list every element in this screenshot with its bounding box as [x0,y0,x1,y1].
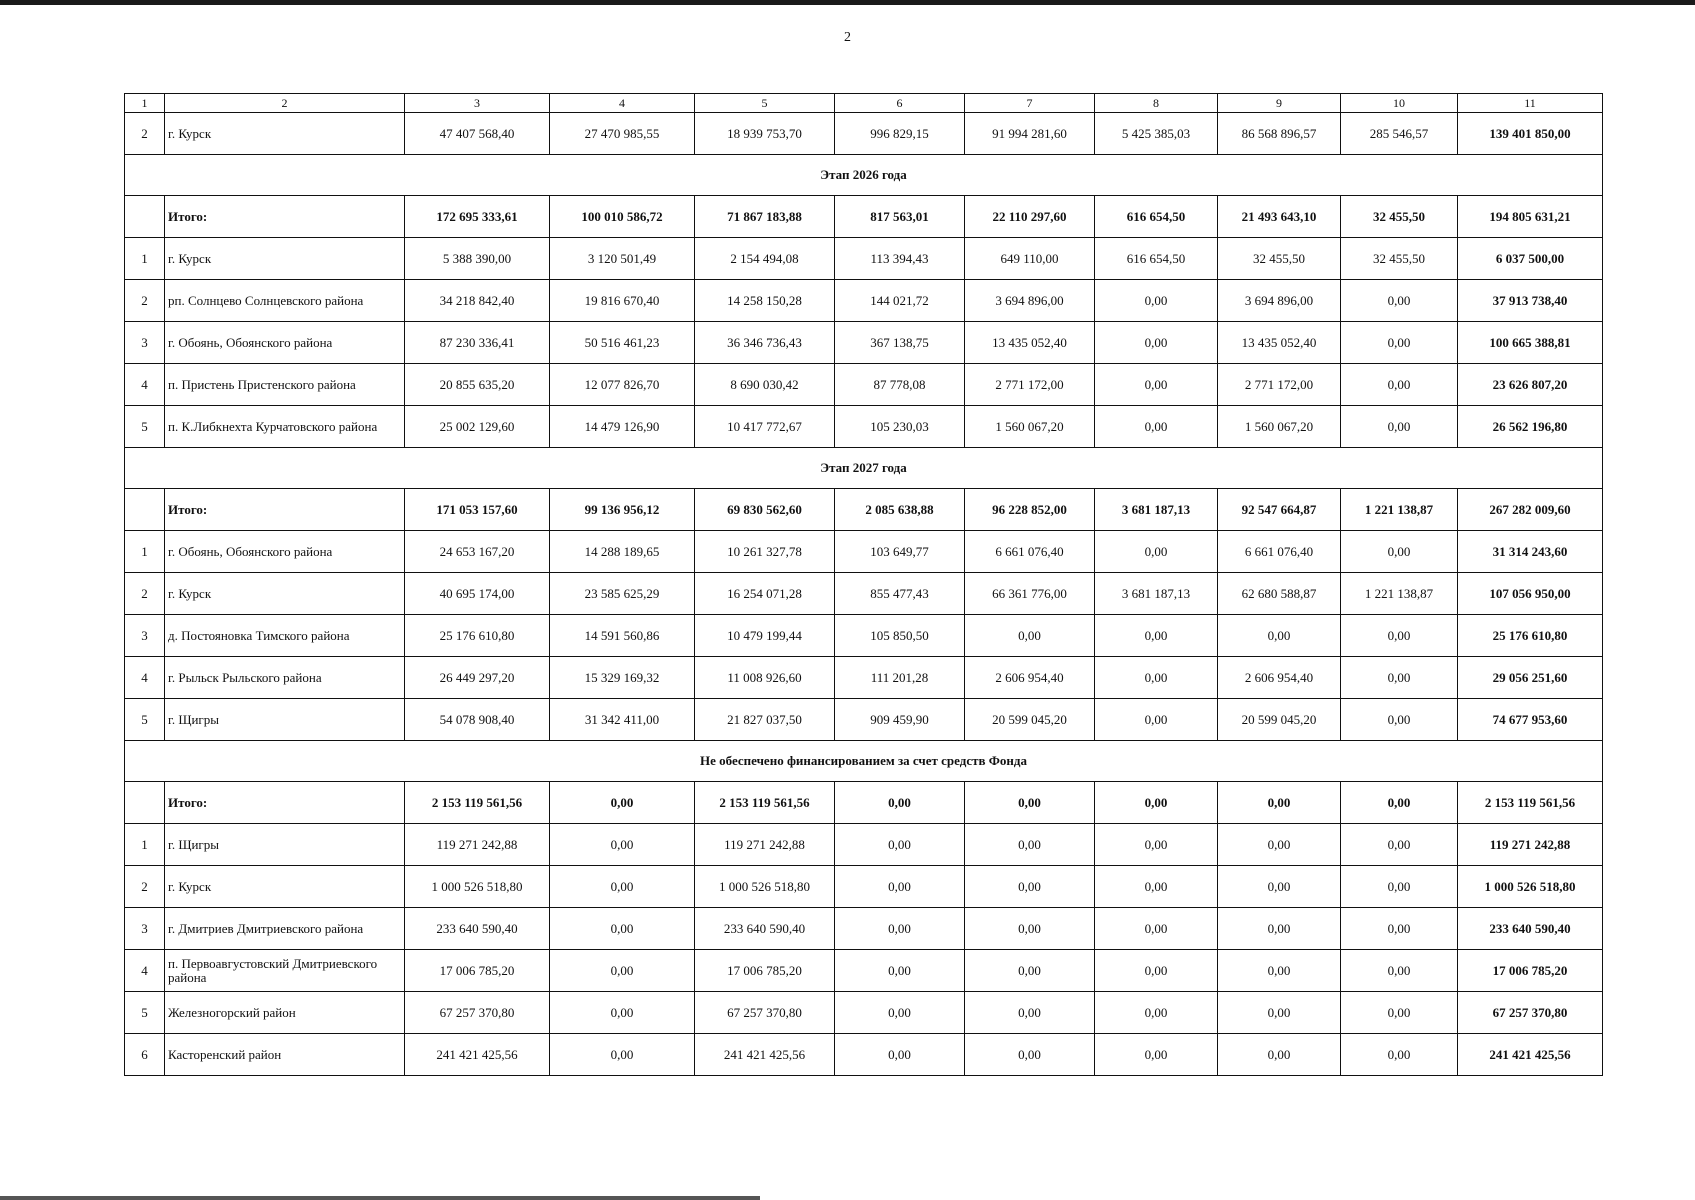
total-cell: 616 654,50 [1095,196,1218,238]
value-cell: 20 855 635,20 [405,364,550,406]
value-cell: 86 568 896,57 [1218,113,1341,155]
stage-header-row [125,741,1603,782]
row-number: 3 [125,615,165,657]
value-cell: 0,00 [965,908,1095,950]
value-cell: 0,00 [1341,531,1458,573]
total-cell: 99 136 956,12 [550,489,695,531]
table-row [125,1034,1603,1076]
value-cell: 0,00 [965,824,1095,866]
total-cell: 267 282 009,60 [1458,489,1603,531]
total-row [125,196,1603,238]
table-row [125,364,1603,406]
row-number: 4 [125,950,165,992]
settlement-name: г. Обоянь, Обоянского района [165,322,405,364]
value-cell: 0,00 [550,866,695,908]
column-number: 4 [550,94,695,113]
value-cell: 241 421 425,56 [1458,1034,1603,1076]
column-number: 9 [1218,94,1341,113]
value-cell: 0,00 [835,866,965,908]
value-cell: 2 606 954,40 [1218,657,1341,699]
value-cell: 91 994 281,60 [965,113,1095,155]
value-cell: 111 201,28 [835,657,965,699]
value-cell: 139 401 850,00 [1458,113,1603,155]
total-row [125,782,1603,824]
settlement-name: г. Курск [165,113,405,155]
settlement-name: г. Щигры [165,824,405,866]
value-cell: 14 258 150,28 [695,280,835,322]
total-cell: 0,00 [1095,782,1218,824]
value-cell: 0,00 [1341,992,1458,1034]
value-cell: 29 056 251,60 [1458,657,1603,699]
settlement-name: г. Курск [165,866,405,908]
scan-edge-top [0,0,1695,5]
row-number: 2 [125,573,165,615]
row-number: 3 [125,908,165,950]
value-cell: 10 261 327,78 [695,531,835,573]
table-row [125,573,1603,615]
value-cell: 0,00 [1095,322,1218,364]
value-cell: 0,00 [1341,657,1458,699]
total-cell: 71 867 183,88 [695,196,835,238]
value-cell: 6 037 500,00 [1458,238,1603,280]
value-cell: 0,00 [1218,615,1341,657]
value-cell: 616 654,50 [1095,238,1218,280]
value-cell: 909 459,90 [835,699,965,741]
value-cell: 0,00 [1095,364,1218,406]
value-cell: 1 221 138,87 [1341,573,1458,615]
row-number: 4 [125,364,165,406]
value-cell: 10 417 772,67 [695,406,835,448]
value-cell: 14 479 126,90 [550,406,695,448]
value-cell: 67 257 370,80 [695,992,835,1034]
total-cell: 0,00 [965,782,1095,824]
value-cell: 14 288 189,65 [550,531,695,573]
value-cell: 0,00 [1218,824,1341,866]
row-number: 5 [125,406,165,448]
total-cell: 22 110 297,60 [965,196,1095,238]
total-cell: 92 547 664,87 [1218,489,1341,531]
value-cell: 31 314 243,60 [1458,531,1603,573]
value-cell: 67 257 370,80 [1458,992,1603,1034]
value-cell: 34 218 842,40 [405,280,550,322]
total-cell: 0,00 [1218,782,1341,824]
value-cell: 23 585 625,29 [550,573,695,615]
value-cell: 15 329 169,32 [550,657,695,699]
value-cell: 11 008 926,60 [695,657,835,699]
table-row [125,113,1603,155]
value-cell: 2 606 954,40 [965,657,1095,699]
row-number: 1 [125,238,165,280]
value-cell: 66 361 776,00 [965,573,1095,615]
total-cell: 2 153 119 561,56 [405,782,550,824]
row-number: 1 [125,824,165,866]
value-cell: 1 560 067,20 [965,406,1095,448]
row-number: 2 [125,113,165,155]
value-cell: 27 470 985,55 [550,113,695,155]
value-cell: 119 271 242,88 [1458,824,1603,866]
table-row [125,866,1603,908]
total-cell: 172 695 333,61 [405,196,550,238]
value-cell: 0,00 [965,992,1095,1034]
value-cell: 105 850,50 [835,615,965,657]
value-cell: 100 665 388,81 [1458,322,1603,364]
row-number: 5 [125,992,165,1034]
value-cell: 0,00 [965,615,1095,657]
table-row [125,531,1603,573]
page-number: 2 [844,30,851,45]
value-cell: 0,00 [1341,322,1458,364]
value-cell: 367 138,75 [835,322,965,364]
total-cell: 2 085 638,88 [835,489,965,531]
value-cell: 0,00 [1341,866,1458,908]
settlement-name: г. Обоянь, Обоянского района [165,531,405,573]
value-cell: 0,00 [1095,406,1218,448]
value-cell: 19 816 670,40 [550,280,695,322]
value-cell: 1 000 526 518,80 [1458,866,1603,908]
value-cell: 285 546,57 [1341,113,1458,155]
stage-title: Этап 2027 года [125,448,1603,489]
value-cell: 0,00 [1095,280,1218,322]
total-cell: 2 153 119 561,56 [695,782,835,824]
settlement-name: г. Щигры [165,699,405,741]
value-cell: 241 421 425,56 [405,1034,550,1076]
total-cell: 3 681 187,13 [1095,489,1218,531]
value-cell: 1 000 526 518,80 [695,866,835,908]
value-cell: 0,00 [550,1034,695,1076]
value-cell: 17 006 785,20 [695,950,835,992]
value-cell: 2 771 172,00 [1218,364,1341,406]
column-number: 8 [1095,94,1218,113]
value-cell: 36 346 736,43 [695,322,835,364]
value-cell: 1 000 526 518,80 [405,866,550,908]
table-row [125,406,1603,448]
value-cell: 0,00 [1341,699,1458,741]
value-cell: 0,00 [835,824,965,866]
value-cell: 0,00 [965,1034,1095,1076]
value-cell: 24 653 167,20 [405,531,550,573]
table-row [125,238,1603,280]
total-label: Итого: [165,782,405,824]
column-number: 10 [1341,94,1458,113]
stage-title: Не обеспечено финансированием за счет средств Фонда [125,741,1603,782]
value-cell: 0,00 [1341,406,1458,448]
value-cell: 31 342 411,00 [550,699,695,741]
value-cell: 23 626 807,20 [1458,364,1603,406]
stage-title: Этап 2026 года [125,155,1603,196]
table-row [125,908,1603,950]
settlement-name: п. К.Либкнехта Курчатовского района [165,406,405,448]
column-number: 2 [165,94,405,113]
value-cell: 105 230,03 [835,406,965,448]
value-cell: 996 829,15 [835,113,965,155]
value-cell: 0,00 [550,908,695,950]
total-cell: 1 221 138,87 [1341,489,1458,531]
value-cell: 0,00 [1341,615,1458,657]
value-cell: 26 449 297,20 [405,657,550,699]
total-cell: 194 805 631,21 [1458,196,1603,238]
value-cell: 0,00 [1341,950,1458,992]
value-cell: 0,00 [1218,1034,1341,1076]
value-cell: 0,00 [550,824,695,866]
value-cell: 25 002 129,60 [405,406,550,448]
value-cell: 32 455,50 [1218,238,1341,280]
total-cell: 0,00 [550,782,695,824]
value-cell: 119 271 242,88 [695,824,835,866]
value-cell: 0,00 [550,992,695,1034]
total-cell: 100 010 586,72 [550,196,695,238]
value-cell: 0,00 [1095,992,1218,1034]
column-number: 11 [1458,94,1603,113]
funding-table [124,93,1603,1076]
settlement-name: г. Курск [165,238,405,280]
row-number: 3 [125,322,165,364]
value-cell: 21 827 037,50 [695,699,835,741]
value-cell: 25 176 610,80 [1458,615,1603,657]
row-number: 2 [125,280,165,322]
value-cell: 2 154 494,08 [695,238,835,280]
settlement-name: г. Дмитриев Дмитриевского района [165,908,405,950]
value-cell: 103 649,77 [835,531,965,573]
settlement-name: г. Курск [165,573,405,615]
column-number-row [125,94,1603,113]
value-cell: 144 021,72 [835,280,965,322]
value-cell: 649 110,00 [965,238,1095,280]
settlement-name: г. Рыльск Рыльского района [165,657,405,699]
value-cell: 233 640 590,40 [405,908,550,950]
settlement-name: Железногорский район [165,992,405,1034]
settlement-name: п. Первоавгустовский Дмитриевского района [165,950,405,992]
row-number [125,196,165,238]
value-cell: 18 939 753,70 [695,113,835,155]
value-cell: 0,00 [1095,950,1218,992]
value-cell: 17 006 785,20 [405,950,550,992]
row-number: 4 [125,657,165,699]
value-cell: 0,00 [1341,824,1458,866]
value-cell: 1 560 067,20 [1218,406,1341,448]
row-number: 5 [125,699,165,741]
value-cell: 12 077 826,70 [550,364,695,406]
value-cell: 0,00 [1341,908,1458,950]
value-cell: 6 661 076,40 [965,531,1095,573]
value-cell: 54 078 908,40 [405,699,550,741]
total-label: Итого: [165,489,405,531]
value-cell: 87 778,08 [835,364,965,406]
total-cell: 21 493 643,10 [1218,196,1341,238]
column-number: 1 [125,94,165,113]
value-cell: 233 640 590,40 [1458,908,1603,950]
value-cell: 107 056 950,00 [1458,573,1603,615]
value-cell: 0,00 [965,950,1095,992]
value-cell: 113 394,43 [835,238,965,280]
row-number: 6 [125,1034,165,1076]
value-cell: 25 176 610,80 [405,615,550,657]
table-row [125,699,1603,741]
table-row [125,280,1603,322]
value-cell: 0,00 [1095,908,1218,950]
value-cell: 5 425 385,03 [1095,113,1218,155]
total-cell: 2 153 119 561,56 [1458,782,1603,824]
table-row [125,824,1603,866]
total-row [125,489,1603,531]
column-number: 6 [835,94,965,113]
value-cell: 10 479 199,44 [695,615,835,657]
value-cell: 32 455,50 [1341,238,1458,280]
value-cell: 233 640 590,40 [695,908,835,950]
value-cell: 0,00 [835,1034,965,1076]
table-row [125,992,1603,1034]
row-number [125,782,165,824]
value-cell: 0,00 [1095,824,1218,866]
total-cell: 96 228 852,00 [965,489,1095,531]
value-cell: 37 913 738,40 [1458,280,1603,322]
value-cell: 0,00 [835,950,965,992]
value-cell: 3 681 187,13 [1095,573,1218,615]
value-cell: 17 006 785,20 [1458,950,1603,992]
total-cell: 32 455,50 [1341,196,1458,238]
value-cell: 3 694 896,00 [1218,280,1341,322]
value-cell: 0,00 [965,866,1095,908]
value-cell: 0,00 [1218,992,1341,1034]
value-cell: 0,00 [1341,364,1458,406]
column-number: 5 [695,94,835,113]
value-cell: 26 562 196,80 [1458,406,1603,448]
value-cell: 241 421 425,56 [695,1034,835,1076]
settlement-name: д. Постояновка Тимского района [165,615,405,657]
scan-edge-bottom [0,1196,760,1200]
value-cell: 0,00 [835,992,965,1034]
table-row [125,322,1603,364]
table-row [125,615,1603,657]
column-number: 3 [405,94,550,113]
value-cell: 6 661 076,40 [1218,531,1341,573]
value-cell: 0,00 [550,950,695,992]
value-cell: 50 516 461,23 [550,322,695,364]
total-label: Итого: [165,196,405,238]
value-cell: 0,00 [1218,950,1341,992]
row-number [125,489,165,531]
stage-header-row [125,448,1603,489]
value-cell: 0,00 [1095,615,1218,657]
value-cell: 47 407 568,40 [405,113,550,155]
value-cell: 0,00 [1095,1034,1218,1076]
value-cell: 13 435 052,40 [965,322,1095,364]
value-cell: 0,00 [1095,531,1218,573]
stage-header-row [125,155,1603,196]
settlement-name: рп. Солнцево Солнцевского района [165,280,405,322]
value-cell: 62 680 588,87 [1218,573,1341,615]
value-cell: 0,00 [1218,866,1341,908]
table-row [125,657,1603,699]
value-cell: 3 120 501,49 [550,238,695,280]
value-cell: 20 599 045,20 [965,699,1095,741]
value-cell: 3 694 896,00 [965,280,1095,322]
settlement-name: п. Пристень Пристенского района [165,364,405,406]
value-cell: 87 230 336,41 [405,322,550,364]
value-cell: 13 435 052,40 [1218,322,1341,364]
value-cell: 855 477,43 [835,573,965,615]
value-cell: 0,00 [1095,657,1218,699]
value-cell: 67 257 370,80 [405,992,550,1034]
value-cell: 0,00 [1095,699,1218,741]
value-cell: 119 271 242,88 [405,824,550,866]
total-cell: 0,00 [1341,782,1458,824]
value-cell: 0,00 [1341,1034,1458,1076]
row-number: 1 [125,531,165,573]
value-cell: 14 591 560,86 [550,615,695,657]
value-cell: 0,00 [835,908,965,950]
value-cell: 40 695 174,00 [405,573,550,615]
row-number: 2 [125,866,165,908]
total-cell: 69 830 562,60 [695,489,835,531]
total-cell: 817 563,01 [835,196,965,238]
settlement-name: Касторенский район [165,1034,405,1076]
value-cell: 5 388 390,00 [405,238,550,280]
value-cell: 20 599 045,20 [1218,699,1341,741]
total-cell: 0,00 [835,782,965,824]
value-cell: 8 690 030,42 [695,364,835,406]
value-cell: 0,00 [1341,280,1458,322]
value-cell: 0,00 [1218,908,1341,950]
table-row [125,950,1603,992]
value-cell: 0,00 [1095,866,1218,908]
value-cell: 16 254 071,28 [695,573,835,615]
total-cell: 171 053 157,60 [405,489,550,531]
value-cell: 2 771 172,00 [965,364,1095,406]
value-cell: 74 677 953,60 [1458,699,1603,741]
column-number: 7 [965,94,1095,113]
